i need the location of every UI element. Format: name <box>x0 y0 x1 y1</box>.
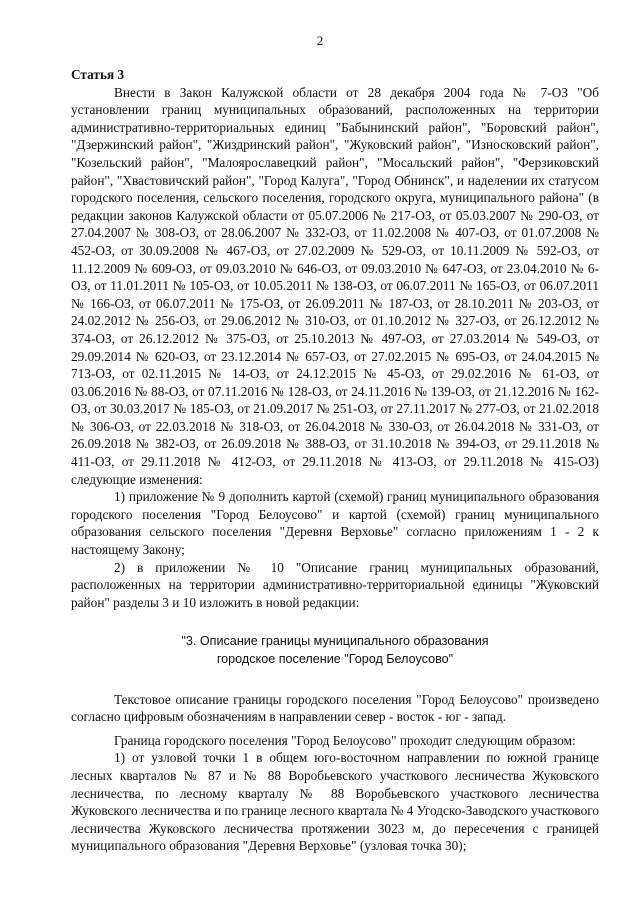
section-title-line-2: городское поселение "Город Белоусово" <box>216 652 454 666</box>
document-body <box>71 66 599 855</box>
section-paragraph-3: 1) от узловой точки 1 в общем юго-восточном направлении по южной границе лесных кварталов № 87 и № 88 Воробьевского участкового лесничества Жуковского лесничества, по лесному кварталу № 88 Воробьевского участкового лесничества Жуковского лесничества и по границе лесного квартала № 4 Угодско-Заводского участкового лесничества Жуковского лесничества протяжении 3023 м, до пересечения с границей муниципального образования "Деревня Верховье" (узловая точка 30); <box>71 750 599 854</box>
page-number: 2 <box>316 33 324 48</box>
article-title: Статья 3 <box>71 67 125 82</box>
amendments-list <box>71 488 599 611</box>
amendment-item-2: 2) в приложении № 10 "Описание границ муниципальных образований, расположенных на территории административно-территориальной единицы "Жуковский район" разделы 3 и 10 изложить в новой редакции: <box>71 559 599 610</box>
section-paragraph-1: Текстовое описание границы городского поселения "Город Белоусово" произведено согласно цифровым обозначениям в направлении север - восток - юг - запад. <box>71 691 599 725</box>
section-paragraph-2: Граница городского поселения "Город Белоусово" проходит следующим образом: <box>114 732 576 748</box>
section-title <box>71 633 599 668</box>
amendment-item-1: 1) приложение № 9 дополнить картой (схемой) границ муниципального образования городского поселения "Город Белоусово" и картой (схемой) границ муниципального образования сельского поселения "Деревня Верховье" согласно приложениям 1 - 2 к настоящему Закону; <box>71 489 599 558</box>
article-intro-paragraph: Внести в Закон Калужской области от 28 декабря 2004 года № 7-ОЗ "Об установлении границ муниципальных образований, расположенных на территории административно-территориальных единиц "Бабынинский район", "Боровский район", "Дзержинский район", "Жиздринский район", "Жуковский район", "Износковский район", "Козельский район", "Малоярославецкий район", "Мосальский район", "Ферзиковский район", "Хвастовичский район", "Город Калуга", "Город Обнинск", и наделении их статусом городского поселения, сельского поселения, городского округа, муниципального района" (в редакции законов Калужской области от 05.07.2006 № 217-ОЗ, от 05.03.2007 № 290-ОЗ, от 27.04.2007 № 308-ОЗ, от 28.06.2007 № 332-ОЗ, от 11.02.2008 № 407-ОЗ, от 01.07.2008 № 452-ОЗ, от 30.09.2008 № 467-ОЗ, от 27.02.2009 № 529-ОЗ, от 10.11.2009 № 592-ОЗ, от 11.12.2009 № 609-ОЗ, от 09.03.2010 № 646-ОЗ, от 09.03.2010 № 647-ОЗ, от 23.04.2010 № 6-ОЗ, от 11.01.2011 № 105-ОЗ, от 10.05.2011 № 138-ОЗ, от 06.07.2011 № 165-ОЗ, от 06.07.2011 № 166-ОЗ, от 06.07.2011 № 175-ОЗ, от 26.09.2011 № 187-ОЗ, от 28.10.2011 № 203-ОЗ, от 24.02.2012 № 256-ОЗ, от 29.06.2012 № 310-ОЗ, от 01.10.2012 № 327-ОЗ, от 26.12.2012 № 374-ОЗ, от 26.12.2012 № 375-ОЗ, от 25.10.2013 № 497-ОЗ, от 27.03.2014 № 549-ОЗ, от 29.09.2014 № 620-ОЗ, от 23.12.2014 № 657-ОЗ, от 27.02.2015 № 695-ОЗ, от 24.04.2015 № 713-ОЗ, от 02.11.2015 № 14-ОЗ, от 24.12.2015 № 45-ОЗ, от 29.02.2016 № 61-ОЗ, от 03.06.2016 № 88-ОЗ, от 07.11.2016 № 128-ОЗ, от 24.11.2016 № 139-ОЗ, от 21.12.2016 № 162-ОЗ, от 30.03.2017 № 185-ОЗ, от 21.09.2017 № 251-ОЗ, от 27.11.2017 № 277-ОЗ, от 21.02.2018 № 306-ОЗ, от 22.03.2018 № 318-ОЗ, от 26.04.2018 № 330-ОЗ, от 26.04.2018 № 331-ОЗ, от 26.09.2018 № 382-ОЗ, от 26.09.2018 № 388-ОЗ, от 31.10.2018 № 394-ОЗ, от 29.11.2018 № 411-ОЗ, от 29.11.2018 № 412-ОЗ, от 29.11.2018 № 413-ОЗ, от 29.11.2018 № 415-ОЗ) следующие изменения: <box>71 84 599 487</box>
section-title-line-1: "3. Описание границы муниципального образования <box>181 634 489 649</box>
